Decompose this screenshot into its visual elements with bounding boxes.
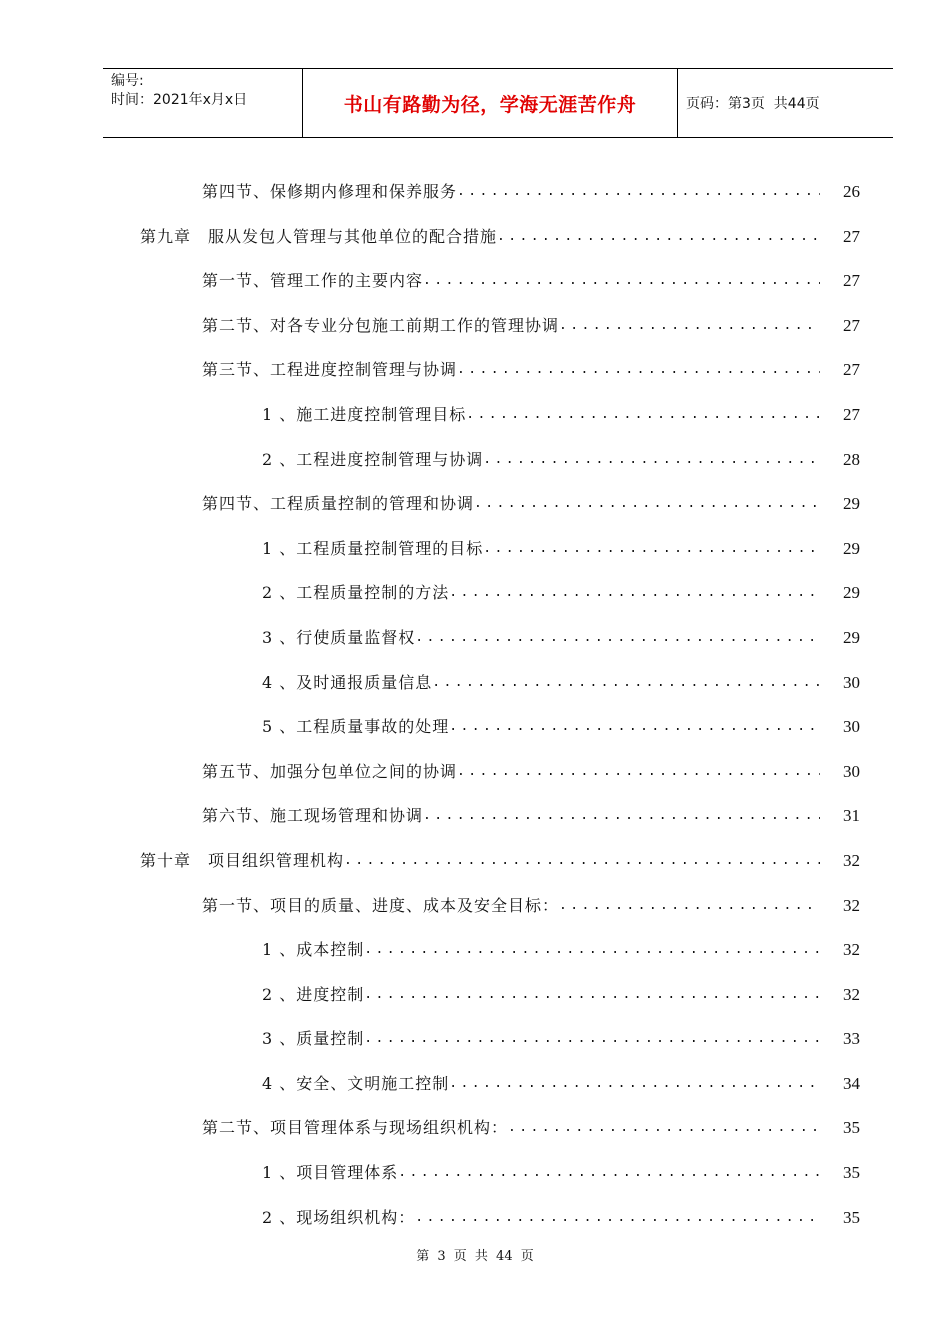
toc-entry-page: 27 [843, 360, 860, 380]
toc-entry[interactable] [0, 1106, 950, 1151]
toc-entry-line [262, 928, 820, 973]
toc-leader-dots [457, 170, 820, 215]
toc-entry[interactable] [0, 884, 950, 929]
toc-leader-dots [483, 438, 820, 483]
toc-entry-page: 35 [843, 1207, 860, 1227]
toc-entry-line [202, 794, 820, 839]
toc-leader-dots [423, 259, 820, 304]
header-page-info [678, 69, 893, 137]
toc-entry-page: 32 [843, 984, 860, 1004]
toc-leader-dots [449, 571, 820, 616]
toc-leader-dots [364, 973, 820, 1018]
toc-leader-dots [483, 527, 820, 572]
toc-entry-line [202, 1106, 820, 1151]
toc-entry[interactable] [0, 482, 950, 527]
toc-leader-dots [344, 839, 820, 884]
toc-entry-page: 33 [843, 1029, 860, 1049]
toc-entry[interactable] [0, 839, 950, 884]
toc-entry-label: 第五节、加强分包单位之间的协调 [202, 761, 458, 781]
toc-entry-page: 26 [843, 182, 860, 201]
toc-entry-page: 34 [843, 1073, 860, 1093]
header-motto: 书山有路勤为径，学海无涯苦作舟 [303, 69, 678, 137]
toc-entry[interactable] [0, 215, 950, 260]
toc-entry-page: 32 [843, 940, 860, 960]
toc-leader-dots [457, 348, 820, 393]
toc-leader-dots [474, 482, 820, 527]
toc-entry-label: 2 、现场组织机构： [262, 1207, 416, 1227]
toc-entry-label: 第六节、施工现场管理和协调 [202, 806, 424, 826]
toc-entry-label: 第十章 项目组织管理机构 [140, 850, 345, 870]
page-info-text: 页码：第3页 共44页 [686, 96, 820, 112]
toc-entry-line [202, 750, 820, 795]
toc-leader-dots [449, 1062, 820, 1107]
toc-entry-label: 2 、进度控制 [262, 984, 365, 1004]
toc-entry-page: 27 [843, 271, 860, 291]
toc-entry-line [262, 438, 820, 483]
header-meta [103, 69, 303, 137]
toc-entry-label: 4 、安全、文明施工控制 [262, 1073, 450, 1093]
toc-entry-page: 27 [843, 404, 860, 424]
toc-entry[interactable] [0, 438, 950, 483]
toc-entry-page: 35 [843, 1118, 860, 1138]
toc-entry[interactable] [0, 1151, 950, 1196]
toc-entry-label: 3 、质量控制 [262, 1029, 365, 1049]
toc-entry-page: 29 [843, 494, 860, 514]
toc-entry-label: 第九章 服从发包人管理与其他单位的配合措施 [140, 226, 498, 246]
toc-entry-line [202, 170, 820, 215]
toc-entry[interactable] [0, 1017, 950, 1062]
page-footer: 第 3 页 共 44 页 [416, 1249, 534, 1264]
toc-entry[interactable] [0, 1196, 950, 1241]
toc-leader-dots [559, 884, 820, 929]
toc-leader-dots [364, 1017, 820, 1062]
toc-entry[interactable] [0, 750, 950, 795]
toc-entry-page: 30 [843, 717, 860, 737]
toc-entry-label: 第四节、工程质量控制的管理和协调 [202, 494, 475, 514]
toc-entry[interactable] [0, 393, 950, 438]
toc-entry[interactable] [0, 348, 950, 393]
toc-entry-line [202, 304, 820, 349]
toc-entry-label: 5 、工程质量事故的处理 [262, 717, 450, 737]
toc-entry-label: 第三节、工程进度控制管理与协调 [202, 360, 458, 380]
toc-entry-label: 1 、施工进度控制管理目标 [262, 404, 467, 424]
toc-entry-line [262, 973, 820, 1018]
toc-entry-line [262, 527, 820, 572]
date-label: 时间：2021年x月x日 [111, 92, 248, 108]
toc-entry-line [202, 884, 820, 929]
toc-leader-dots [457, 750, 820, 795]
toc-entry-page: 30 [843, 672, 860, 692]
toc-entry[interactable] [0, 794, 950, 839]
toc-entry[interactable] [0, 170, 950, 215]
toc-entry[interactable] [0, 928, 950, 973]
toc-leader-dots [559, 304, 820, 349]
toc-entry-label: 3 、行使质量监督权 [262, 627, 416, 647]
toc-entry-page: 35 [843, 1163, 860, 1183]
toc-leader-dots [415, 1196, 820, 1241]
toc-entry-page: 32 [843, 850, 860, 870]
serial-number-label: 编号: [111, 73, 144, 89]
toc-leader-dots [423, 794, 820, 839]
toc-entry-line [262, 616, 820, 661]
toc-entry-label: 1 、项目管理体系 [262, 1163, 399, 1183]
toc-leader-dots [415, 616, 820, 661]
toc-entry-label: 第二节、对各专业分包施工前期工作的管理协调 [202, 315, 560, 335]
toc-entry-line [262, 1151, 820, 1196]
toc-entry-line [262, 661, 820, 706]
toc-entry-line [202, 482, 820, 527]
toc-entry-label: 第一节、项目的质量、进度、成本及安全目标： [202, 895, 560, 915]
toc-entry-page: 29 [843, 583, 860, 603]
toc-entry-label: 2 、工程质量控制的方法 [262, 583, 450, 603]
toc-entry-label: 1 、工程质量控制管理的目标 [262, 538, 484, 558]
table-of-contents [0, 170, 950, 1240]
toc-entry-line [262, 571, 820, 616]
toc-entry-label: 2 、工程进度控制管理与协调 [262, 449, 484, 469]
toc-entry-line [262, 705, 820, 750]
toc-entry[interactable] [0, 973, 950, 1018]
toc-entry-line [202, 348, 820, 393]
toc-entry-line [202, 259, 820, 304]
toc-entry-line [262, 1062, 820, 1107]
toc-leader-dots [432, 661, 820, 706]
toc-entry[interactable] [0, 571, 950, 616]
toc-leader-dots [497, 215, 820, 260]
toc-leader-dots [466, 393, 820, 438]
toc-leader-dots [398, 1151, 820, 1196]
document-header [103, 68, 893, 138]
toc-entry-label: 第四节、保修期内修理和保养服务 [202, 182, 458, 201]
toc-leader-dots [449, 705, 820, 750]
toc-entry-line [140, 839, 820, 884]
toc-entry-page: 27 [843, 315, 860, 335]
toc-entry-line [262, 1017, 820, 1062]
toc-leader-dots [508, 1106, 820, 1151]
toc-entry[interactable] [0, 259, 950, 304]
toc-entry-label: 第二节、项目管理体系与现场组织机构： [202, 1118, 509, 1138]
toc-entry[interactable] [0, 527, 950, 572]
toc-entry-page: 28 [843, 449, 860, 469]
toc-entry-page: 29 [843, 627, 860, 647]
toc-entry[interactable] [0, 616, 950, 661]
toc-entry-label: 第一节、管理工作的主要内容 [202, 271, 424, 291]
toc-entry[interactable] [0, 1062, 950, 1107]
toc-entry[interactable] [0, 705, 950, 750]
toc-entry-page: 29 [843, 538, 860, 558]
toc-entry-page: 27 [843, 226, 860, 246]
toc-entry-page: 31 [843, 806, 860, 826]
toc-entry-label: 1 、成本控制 [262, 940, 365, 960]
toc-entry[interactable] [0, 304, 950, 349]
toc-entry[interactable] [0, 661, 950, 706]
toc-entry-page: 32 [843, 895, 860, 915]
toc-entry-line [262, 1196, 820, 1241]
toc-entry-line [262, 393, 820, 438]
toc-entry-line [140, 215, 820, 260]
toc-entry-label: 4 、及时通报质量信息 [262, 672, 433, 692]
toc-leader-dots [364, 928, 820, 973]
toc-entry-page: 30 [843, 761, 860, 781]
